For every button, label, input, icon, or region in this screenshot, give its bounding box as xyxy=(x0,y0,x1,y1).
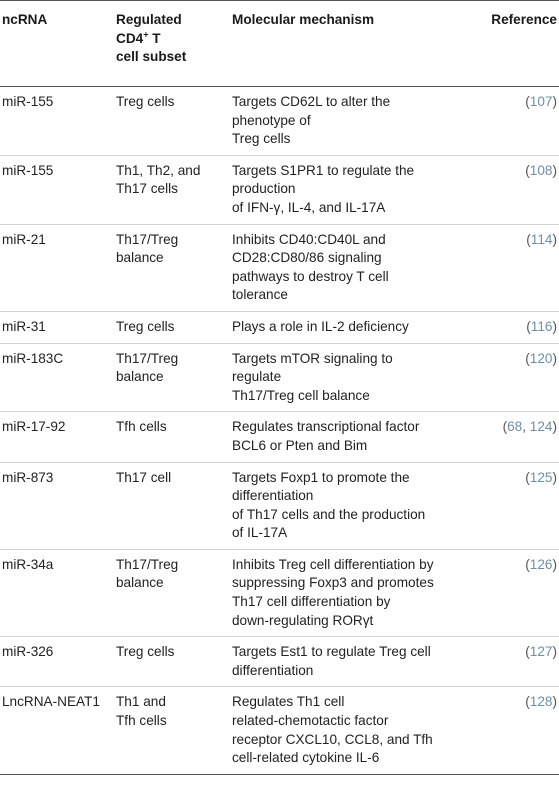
cell-reference xyxy=(477,311,559,343)
subset-line: balance xyxy=(116,369,164,385)
cell-subset xyxy=(116,343,232,412)
header-subset-t: T xyxy=(148,30,161,46)
cell-reference xyxy=(477,155,559,224)
cell-mechanism xyxy=(232,412,477,462)
cell-mechanism xyxy=(232,343,477,412)
mechanism-line: regulate xyxy=(232,369,282,385)
subset-line: Treg cells xyxy=(116,94,175,109)
mechanism-line: Targets CD62L to alter the xyxy=(232,94,391,109)
mechanism-line: Th17 cell differentiation by xyxy=(232,594,391,610)
cell-mechanism xyxy=(232,224,477,311)
table-row xyxy=(0,412,559,462)
mechanism-line: of Th17 cells and the production xyxy=(232,506,426,522)
subset-line: Th17/Treg xyxy=(116,350,179,366)
subset-line: Th1 and xyxy=(116,694,166,710)
cell-ncrna: miR-31 xyxy=(0,311,116,343)
subset-line: Th17 cells xyxy=(116,181,178,197)
reference-link[interactable]: 114 xyxy=(530,231,553,247)
cell-reference xyxy=(477,687,559,774)
mechanism-line: Th17/Treg cell balance xyxy=(232,387,370,403)
subset-line: balance xyxy=(116,250,164,266)
mechanism-line: differentiation xyxy=(232,662,314,678)
reference-close-paren: ) xyxy=(552,419,557,435)
reference-link[interactable]: 128 xyxy=(529,694,553,710)
subset-line: Th1, Th2, and xyxy=(116,162,201,178)
header-ncrna: ncRNA xyxy=(2,12,48,27)
cell-mechanism xyxy=(232,637,477,687)
cell-ncrna: miR-183C xyxy=(0,343,116,412)
cell-subset xyxy=(116,224,232,311)
header-subset-line3: cell subset xyxy=(116,49,187,65)
reference-open-paren: ( xyxy=(502,419,508,435)
cell-ncrna: miR-155 xyxy=(0,87,116,156)
cell-reference xyxy=(477,462,559,549)
cell-mechanism xyxy=(232,687,477,774)
reference-link[interactable]: 125 xyxy=(529,469,553,485)
cell-ncrna: miR-21 xyxy=(0,224,116,311)
header-cd4-subset xyxy=(116,1,232,87)
mechanism-line: production xyxy=(232,181,296,197)
subset-line: balance xyxy=(116,575,164,591)
mechanism-line: differentiation xyxy=(232,488,314,504)
mechanism-line: of IFN-γ, IL-4, and IL-17A xyxy=(232,199,386,215)
table-header-row xyxy=(0,1,559,87)
cell-ncrna: miR-873 xyxy=(0,462,116,549)
cell-subset xyxy=(116,637,232,687)
reference-open-paren: ( xyxy=(526,231,531,247)
table-row xyxy=(0,224,559,311)
reference-open-paren: ( xyxy=(525,644,530,660)
cell-reference: (68, 124) xyxy=(477,412,559,462)
table-body xyxy=(0,87,559,775)
reference-link[interactable]: 127 xyxy=(529,644,553,660)
reference-open-paren: ( xyxy=(525,162,530,178)
header-subset-sup: + xyxy=(143,29,149,40)
cell-mechanism xyxy=(232,155,477,224)
reference-open-paren: ( xyxy=(526,318,531,334)
reference-open-paren: ( xyxy=(525,94,530,109)
cell-ncrna: LncRNA-NEAT1 xyxy=(0,687,116,774)
mechanism-line: Targets Est1 to regulate Treg cell xyxy=(232,644,431,660)
reference-close-paren: ) xyxy=(552,644,557,660)
cell-reference xyxy=(477,343,559,412)
table-row xyxy=(0,155,559,224)
reference-open-paren: ( xyxy=(525,694,530,710)
reference-close-paren: ) xyxy=(552,162,557,178)
table-row xyxy=(0,311,559,343)
mechanism-line: tolerance xyxy=(232,287,288,303)
subset-line: Tfh cells xyxy=(116,713,167,729)
reference-link[interactable]: 120 xyxy=(529,350,553,366)
reference-close-paren: ) xyxy=(552,556,557,572)
reference-link[interactable]: 107 xyxy=(529,94,553,109)
reference-link[interactable]: 108 xyxy=(529,162,553,178)
subset-line: Tfh cells xyxy=(116,419,167,435)
cell-reference xyxy=(477,549,559,636)
mechanism-line: receptor CXCL10, CCL8, and Tfh xyxy=(232,731,433,747)
reference-link[interactable]: 124 xyxy=(529,419,553,435)
table-row xyxy=(0,637,559,687)
reference-close-paren: ) xyxy=(552,694,557,710)
cell-ncrna: miR-155 xyxy=(0,155,116,224)
mechanism-line: phenotype of xyxy=(232,112,311,128)
cell-subset xyxy=(116,311,232,343)
table-row xyxy=(0,687,559,774)
mechanism-line: of IL-17A xyxy=(232,525,288,541)
mechanism-line: Targets Foxp1 to promote the xyxy=(232,469,410,485)
cell-reference xyxy=(477,87,559,156)
reference-link[interactable]: 116 xyxy=(530,318,553,334)
mechanism-line: suppressing Foxp3 and promotes xyxy=(232,575,434,591)
reference-link[interactable]: 68 xyxy=(507,419,523,435)
cell-mechanism xyxy=(232,87,477,156)
reference-open-paren: ( xyxy=(525,556,530,572)
mechanism-line: Inhibits CD40:CD40L and xyxy=(232,231,386,247)
reference-open-paren: ( xyxy=(525,469,530,485)
reference-close-paren: ) xyxy=(552,94,557,109)
mechanism-line: Treg cells xyxy=(232,131,291,147)
cell-mechanism xyxy=(232,462,477,549)
mechanism-line: Targets mTOR signaling to xyxy=(232,350,393,366)
cell-ncrna: miR-34a xyxy=(0,549,116,636)
header-subset-line1: Regulated xyxy=(116,12,182,27)
mechanism-line: Inhibits Treg cell differentiation by xyxy=(232,556,434,572)
table-row xyxy=(0,462,559,549)
mechanism-line: Regulates transcriptional factor xyxy=(232,419,420,435)
cell-mechanism xyxy=(232,549,477,636)
mechanism-line: down-regulating RORγt xyxy=(232,612,374,628)
cell-ncrna: miR-17-92 xyxy=(0,412,116,462)
subset-line: Treg cells xyxy=(116,644,175,660)
mechanism-line: pathways to destroy T cell xyxy=(232,268,389,284)
reference-open-paren: ( xyxy=(525,350,530,366)
header-subset-cd4: CD4 xyxy=(116,30,144,46)
mechanism-line: Targets S1PR1 to regulate the xyxy=(232,162,415,178)
reference-close-paren: ) xyxy=(552,350,557,366)
cell-subset xyxy=(116,462,232,549)
reference-close-paren: ) xyxy=(552,231,557,247)
subset-line: Treg cells xyxy=(116,318,175,334)
table-row xyxy=(0,87,559,156)
mechanism-line: CD28:CD80/86 signaling xyxy=(232,250,382,266)
subset-line: Th17 cell xyxy=(116,469,172,485)
reference-close-paren: ) xyxy=(552,318,557,334)
cell-mechanism xyxy=(232,311,477,343)
header-mechanism: Molecular mechanism xyxy=(232,12,375,27)
mechanism-line: cell-related cytokine IL-6 xyxy=(232,750,380,766)
table-row xyxy=(0,343,559,412)
reference-link[interactable]: 126 xyxy=(529,556,553,572)
cell-subset xyxy=(116,412,232,462)
table-row xyxy=(0,549,559,636)
cell-reference xyxy=(477,224,559,311)
mechanism-line: Plays a role in IL-2 deficiency xyxy=(232,318,409,334)
subset-line: Th17/Treg xyxy=(116,556,179,572)
cell-subset xyxy=(116,87,232,156)
mechanism-line: related-chemotactic factor xyxy=(232,713,389,729)
cell-ncrna: miR-326 xyxy=(0,637,116,687)
header-reference: Reference xyxy=(491,12,557,27)
mechanism-line: BCL6 or Pten and Bim xyxy=(232,437,368,453)
mechanism-line: Regulates Th1 cell xyxy=(232,694,345,710)
cell-subset xyxy=(116,687,232,774)
cell-subset xyxy=(116,549,232,636)
cell-subset xyxy=(116,155,232,224)
subset-line: Th17/Treg xyxy=(116,231,179,247)
reference-close-paren: ) xyxy=(552,469,557,485)
cell-reference xyxy=(477,637,559,687)
